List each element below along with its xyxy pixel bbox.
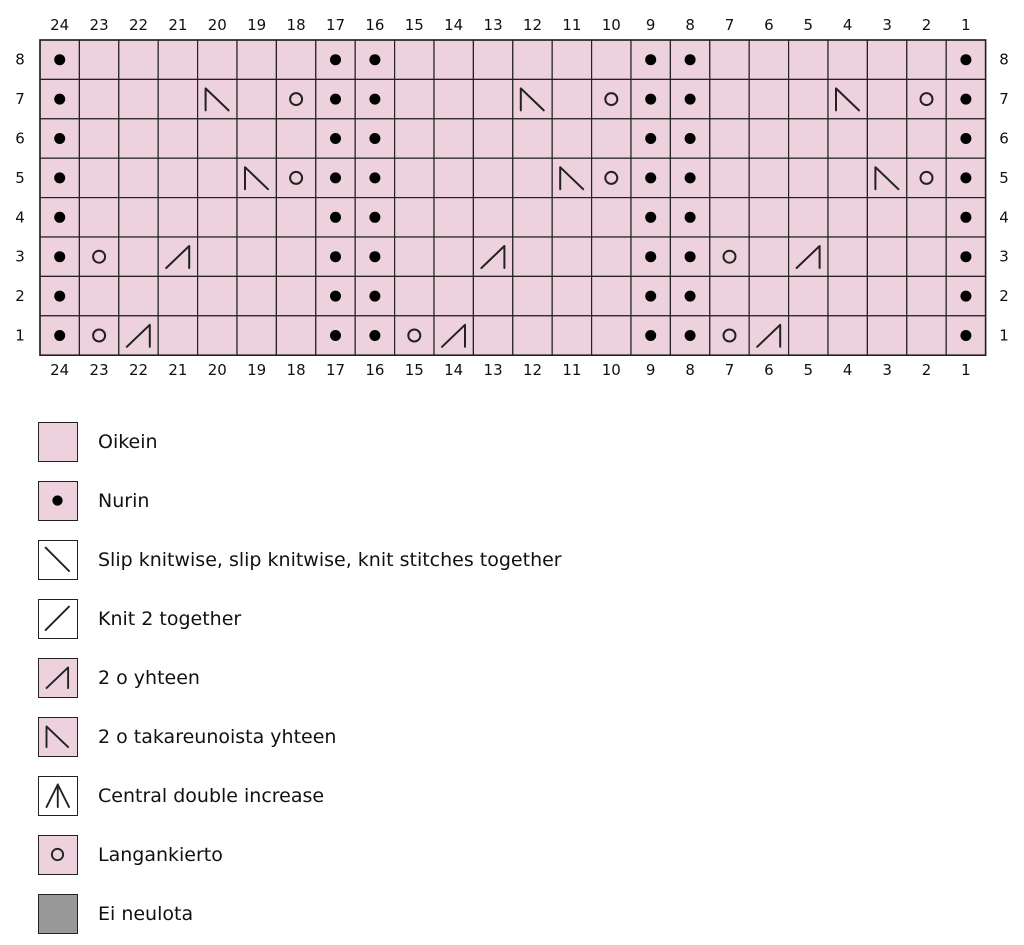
purl-dot-icon	[330, 291, 341, 302]
row-number-right: 5	[999, 168, 1009, 187]
purl-dot-icon	[645, 251, 656, 262]
column-number-top: 10	[601, 16, 621, 34]
legend-swatch	[38, 540, 78, 580]
legend-label: Knit 2 together	[98, 607, 242, 630]
stitch-cell	[198, 276, 237, 315]
stitch-cell	[276, 237, 315, 276]
legend-label: Nurin	[98, 489, 150, 512]
purl-dot-icon	[54, 54, 65, 65]
purl-dot-icon	[685, 172, 696, 183]
legend-swatch	[38, 599, 78, 639]
k2tog-slash-icon	[46, 606, 69, 629]
row-number-right: 4	[999, 208, 1009, 227]
legend-label: Central double increase	[98, 784, 325, 807]
purl-dot-icon	[54, 94, 65, 105]
stitch-cell	[828, 119, 867, 158]
stitch-cell	[907, 237, 946, 276]
stitch-cell	[395, 198, 434, 237]
stitch-cell	[552, 40, 591, 79]
stitch-cell	[276, 40, 315, 79]
column-number-bottom: 19	[247, 361, 267, 379]
stitch-cell	[473, 40, 512, 79]
purl-dot-icon	[369, 330, 380, 341]
column-number-top: 11	[562, 16, 582, 34]
stitch-cell	[237, 237, 276, 276]
stitch-cell	[237, 276, 276, 315]
column-number-bottom: 17	[325, 361, 346, 379]
stitch-cell	[473, 316, 512, 355]
stitch-cell	[276, 198, 315, 237]
row-number-right: 3	[999, 247, 1009, 266]
stitch-cell	[828, 316, 867, 355]
row-number-right: 2	[999, 287, 1009, 306]
legend-swatch	[38, 481, 78, 521]
column-number-top: 20	[207, 16, 227, 34]
purl-dot-icon	[330, 172, 341, 183]
stitch-cell	[276, 158, 315, 197]
stitch-cell	[592, 237, 631, 276]
stitch-cell	[867, 79, 906, 118]
chart-row-4	[40, 198, 986, 237]
purl-dot-icon	[960, 291, 971, 302]
stitch-cell	[198, 158, 237, 197]
stitch-cell	[592, 119, 631, 158]
column-number-top: 5	[803, 16, 814, 34]
stitch-cell	[828, 276, 867, 315]
column-number-bottom: 3	[882, 361, 892, 379]
purl-dot-icon	[685, 54, 696, 65]
stitch-cell	[79, 237, 118, 276]
stitch-cell	[276, 276, 315, 315]
legend-label: Slip knitwise, slip knitwise, knit stitches together	[98, 548, 562, 571]
purl-dot-icon	[330, 133, 341, 144]
column-number-bottom: 12	[522, 361, 543, 379]
stitch-cell	[198, 40, 237, 79]
column-number-bottom: 6	[764, 361, 774, 379]
stitch-cell	[789, 79, 828, 118]
purl-dot-icon	[960, 251, 971, 262]
stitch-cell	[119, 276, 158, 315]
stitch-cell	[198, 237, 237, 276]
stitch-cell	[552, 276, 591, 315]
legend-label: Langankierto	[98, 843, 223, 866]
purl-dot-icon	[960, 94, 971, 105]
column-number-top: 3	[882, 16, 892, 34]
stitch-cell	[749, 237, 788, 276]
stitch-cell	[513, 316, 552, 355]
stitch-cell	[79, 158, 118, 197]
stitch-cell	[434, 237, 473, 276]
stitch-cell	[552, 79, 591, 118]
column-number-top: 2	[921, 16, 932, 34]
column-number-top: 24	[50, 16, 70, 34]
column-number-bottom: 7	[724, 361, 735, 379]
stitch-cell	[237, 40, 276, 79]
column-number-top: 1	[961, 16, 971, 34]
stitch-cell	[434, 119, 473, 158]
stitch-cell	[395, 276, 434, 315]
stitch-cell	[592, 276, 631, 315]
stitch-cell	[237, 79, 276, 118]
stitch-cell	[158, 119, 197, 158]
column-number-bottom: 14	[444, 361, 464, 379]
purl-dot-icon	[685, 212, 696, 223]
purl-dot-icon	[369, 133, 380, 144]
legend-label: Ei neulota	[98, 902, 194, 925]
row-number-right: 1	[999, 326, 1009, 345]
purl-dot-icon	[369, 291, 380, 302]
column-number-top: 16	[365, 16, 385, 34]
purl-dot-icon	[645, 291, 656, 302]
stitch-cell	[907, 40, 946, 79]
ssk-back-loop-icon	[47, 726, 69, 747]
chart-grid	[40, 40, 986, 355]
stitch-cell	[158, 79, 197, 118]
stitch-cell	[434, 40, 473, 79]
row-number-left: 2	[15, 287, 25, 306]
purl-dot-icon	[54, 330, 65, 341]
row-number-left: 5	[15, 168, 25, 187]
column-number-bottom: 5	[803, 361, 814, 379]
column-number-top: 13	[483, 16, 503, 34]
stitch-cell	[710, 158, 749, 197]
stitch-cell	[276, 119, 315, 158]
stitch-cell	[158, 198, 197, 237]
column-number-bottom: 11	[562, 361, 582, 379]
purl-dot-icon	[645, 133, 656, 144]
purl-dot-icon	[685, 94, 696, 105]
row-number-left: 4	[15, 208, 25, 227]
column-number-bottom: 18	[286, 361, 306, 379]
stitch-cell	[592, 158, 631, 197]
column-number-bottom: 8	[685, 361, 695, 379]
stitch-cell	[552, 198, 591, 237]
stitch-cell	[237, 198, 276, 237]
slip-slip-knit-icon	[46, 547, 69, 570]
stitch-cell	[710, 119, 749, 158]
chart-row-2	[40, 276, 986, 315]
row-number-right: 6	[999, 129, 1009, 148]
purl-dot-icon	[330, 212, 341, 223]
stitch-cell	[749, 79, 788, 118]
stitch-cell	[789, 316, 828, 355]
legend-label: 2 o takareunoista yhteen	[98, 725, 337, 748]
stitch-cell	[749, 119, 788, 158]
stitch-cell	[79, 276, 118, 315]
stitch-cell	[749, 276, 788, 315]
column-number-bottom: 1	[961, 361, 971, 379]
purl-dot-icon	[645, 94, 656, 105]
legend-swatch	[38, 422, 78, 462]
column-number-top: 14	[444, 16, 464, 34]
legend-item	[38, 589, 562, 648]
column-number-top: 4	[842, 16, 853, 34]
purl-dot-icon	[330, 54, 341, 65]
purl-dot-icon	[54, 251, 65, 262]
stitch-cell	[789, 119, 828, 158]
purl-dot-icon	[330, 330, 341, 341]
stitch-cell	[434, 158, 473, 197]
purl-dot-icon	[54, 291, 65, 302]
stitch-cell	[473, 158, 512, 197]
stitch-cell	[828, 198, 867, 237]
purl-dot-icon	[54, 133, 65, 144]
stitch-cell	[513, 276, 552, 315]
column-number-bottom: 10	[601, 361, 621, 379]
column-number-bottom: 15	[404, 361, 424, 379]
purl-dot-icon	[960, 212, 971, 223]
column-number-top: 19	[247, 16, 267, 34]
stitch-cell	[395, 316, 434, 355]
stitch-cell	[907, 79, 946, 118]
legend-item	[38, 471, 562, 530]
stitch-cell	[789, 276, 828, 315]
stitch-cell	[789, 198, 828, 237]
stitch-cell	[276, 316, 315, 355]
purl-dot-icon	[369, 251, 380, 262]
legend-item	[38, 530, 562, 589]
chart-row-1	[40, 316, 986, 355]
stitch-cell	[198, 198, 237, 237]
stitch-cell	[749, 40, 788, 79]
purl-dot-icon	[685, 330, 696, 341]
legend-swatch	[38, 776, 78, 816]
stitch-cell	[907, 119, 946, 158]
stitch-cell	[513, 237, 552, 276]
stitch-cell	[473, 119, 512, 158]
column-number-top: 22	[128, 16, 149, 34]
stitch-cell	[513, 119, 552, 158]
stitch-cell	[828, 158, 867, 197]
purl-dot-icon	[645, 172, 656, 183]
legend	[38, 412, 562, 943]
purl-dot-icon	[54, 172, 65, 183]
stitch-cell	[395, 79, 434, 118]
purl-dot-icon	[960, 330, 971, 341]
stitch-cell	[119, 40, 158, 79]
stitch-cell	[395, 119, 434, 158]
stitch-cell	[434, 276, 473, 315]
row-number-right: 8	[999, 50, 1009, 69]
stitch-cell	[710, 198, 749, 237]
legend-item	[38, 412, 562, 471]
row-number-left: 7	[15, 90, 25, 109]
stitch-cell	[119, 79, 158, 118]
stitch-cell	[789, 158, 828, 197]
purl-dot-icon	[54, 212, 65, 223]
stitch-cell	[395, 40, 434, 79]
legend-label: Oikein	[98, 430, 158, 453]
stitch-cell	[592, 198, 631, 237]
column-number-bottom: 23	[89, 361, 109, 379]
stitch-cell	[119, 119, 158, 158]
chart-row-5	[40, 158, 986, 197]
stitch-cell	[237, 119, 276, 158]
stitch-cell	[710, 79, 749, 118]
stitch-cell	[79, 316, 118, 355]
purl-dot-icon	[960, 54, 971, 65]
stitch-cell	[119, 198, 158, 237]
stitch-cell	[867, 40, 906, 79]
stitch-cell	[513, 40, 552, 79]
column-number-bottom: 4	[842, 361, 853, 379]
stitch-cell	[395, 158, 434, 197]
legend-item	[38, 648, 562, 707]
purl-dot-icon	[330, 94, 341, 105]
stitch-cell	[749, 158, 788, 197]
stitch-cell	[552, 316, 591, 355]
stitch-cell	[710, 276, 749, 315]
stitch-cell	[79, 119, 118, 158]
legend-item	[38, 884, 562, 943]
purl-dot-icon	[960, 133, 971, 144]
stitch-cell	[867, 119, 906, 158]
stitch-cell	[276, 79, 315, 118]
purl-dot-icon	[330, 251, 341, 262]
column-number-top: 17	[325, 16, 346, 34]
stitch-cell	[749, 198, 788, 237]
stitch-cell	[867, 276, 906, 315]
purl-dot-icon	[960, 172, 971, 183]
purl-dot-icon	[645, 330, 656, 341]
column-number-top: 12	[522, 16, 543, 34]
column-number-bottom: 13	[483, 361, 503, 379]
stitch-cell	[907, 198, 946, 237]
stitch-cell	[592, 79, 631, 118]
column-number-bottom: 16	[365, 361, 385, 379]
chart-row-8	[40, 40, 986, 79]
stitch-cell	[710, 40, 749, 79]
stitch-cell	[710, 237, 749, 276]
stitch-cell	[473, 276, 512, 315]
stitch-cell	[473, 79, 512, 118]
stitch-cell	[828, 40, 867, 79]
legend-label: 2 o yhteen	[98, 666, 200, 689]
column-number-bottom: 9	[645, 361, 656, 379]
stitch-cell	[79, 198, 118, 237]
stitch-cell	[79, 79, 118, 118]
stitch-cell	[907, 276, 946, 315]
column-number-top: 21	[168, 16, 188, 34]
purl-dot-icon	[369, 212, 380, 223]
stitch-cell	[158, 276, 197, 315]
row-number-right: 7	[999, 90, 1009, 109]
column-number-top: 15	[404, 16, 424, 34]
stitch-cell	[158, 40, 197, 79]
row-number-left: 8	[15, 50, 25, 69]
chart-row-7	[40, 79, 986, 118]
stitch-cell	[434, 198, 473, 237]
stitch-cell	[513, 198, 552, 237]
legend-swatch	[38, 658, 78, 698]
column-number-top: 18	[286, 16, 306, 34]
column-number-top: 8	[685, 16, 695, 34]
yarn-over-icon	[52, 848, 63, 859]
column-number-bottom: 2	[921, 361, 932, 379]
column-number-bottom: 22	[128, 361, 149, 379]
stitch-cell	[710, 316, 749, 355]
legend-item	[38, 825, 562, 884]
stitch-cell	[513, 158, 552, 197]
legend-swatch	[38, 717, 78, 757]
legend-item	[38, 707, 562, 766]
stitch-cell	[828, 237, 867, 276]
stitch-cell	[473, 198, 512, 237]
chart-row-3	[40, 237, 986, 276]
column-number-top: 9	[645, 16, 656, 34]
stitch-cell	[119, 237, 158, 276]
row-number-left: 3	[15, 247, 25, 266]
central-double-increase-icon	[47, 784, 70, 807]
stitch-cell	[552, 119, 591, 158]
legend-item	[38, 766, 562, 825]
purl-dot-icon	[685, 251, 696, 262]
purl-dot-icon	[685, 133, 696, 144]
stitch-cell	[158, 158, 197, 197]
column-number-top: 23	[89, 16, 109, 34]
stitch-cell	[237, 316, 276, 355]
stitch-cell	[789, 40, 828, 79]
column-number-bottom: 20	[207, 361, 227, 379]
legend-swatch	[38, 835, 78, 875]
purl-dot-icon	[52, 495, 62, 505]
purl-dot-icon	[369, 94, 380, 105]
purl-dot-icon	[645, 54, 656, 65]
stitch-cell	[592, 40, 631, 79]
chart-row-6	[40, 119, 986, 158]
purl-dot-icon	[645, 212, 656, 223]
purl-dot-icon	[685, 291, 696, 302]
column-number-top: 6	[764, 16, 774, 34]
purl-dot-icon	[369, 172, 380, 183]
column-number-bottom: 24	[50, 361, 70, 379]
stitch-cell	[119, 158, 158, 197]
stitch-cell	[198, 119, 237, 158]
knitting-chart	[0, 0, 1024, 390]
stitch-cell	[158, 316, 197, 355]
row-number-left: 6	[15, 129, 25, 148]
column-number-bottom: 21	[168, 361, 188, 379]
stitch-cell	[592, 316, 631, 355]
stitch-cell	[907, 316, 946, 355]
stitch-cell	[867, 237, 906, 276]
stitch-cell	[867, 316, 906, 355]
stitch-cell	[79, 40, 118, 79]
knit-two-together-icon	[47, 667, 69, 688]
purl-dot-icon	[369, 54, 380, 65]
stitch-cell	[907, 158, 946, 197]
stitch-cell	[395, 237, 434, 276]
row-number-left: 1	[15, 326, 25, 345]
stitch-cell	[867, 198, 906, 237]
stitch-cell	[198, 316, 237, 355]
column-number-top: 7	[724, 16, 735, 34]
stitch-cell	[434, 79, 473, 118]
stitch-cell	[552, 237, 591, 276]
legend-swatch	[38, 894, 78, 934]
